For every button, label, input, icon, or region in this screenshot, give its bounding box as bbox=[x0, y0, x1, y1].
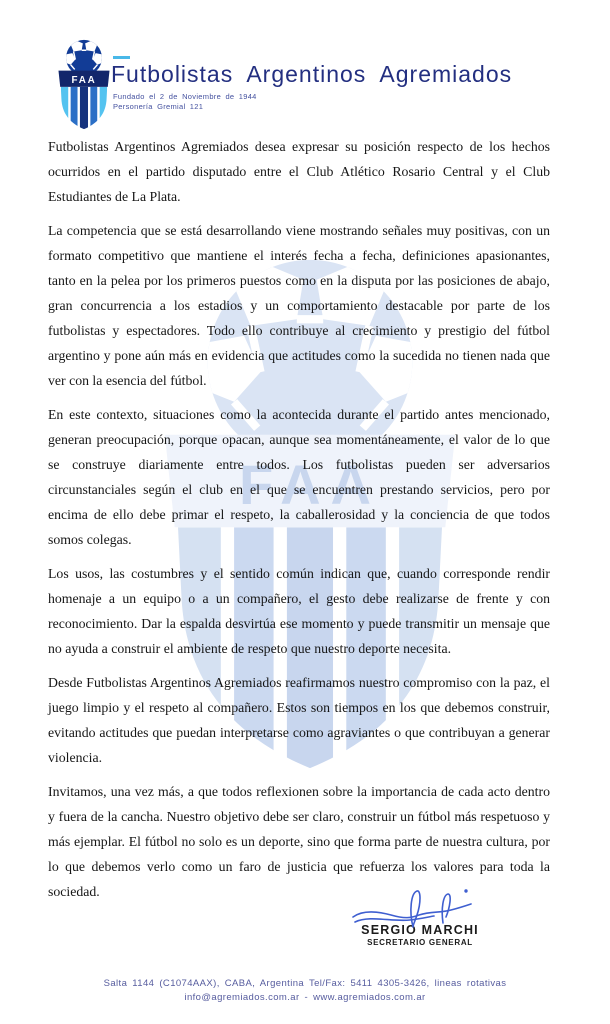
letter-footer bbox=[0, 977, 610, 1005]
watermark-faa-text: FAA bbox=[239, 453, 381, 517]
shield-stripes bbox=[61, 87, 107, 131]
handwritten-signature bbox=[350, 882, 478, 934]
signatory-name: SERGIO MARCHI bbox=[361, 923, 479, 937]
letter-body bbox=[48, 134, 550, 913]
registry-line: Personería Gremial 121 bbox=[113, 101, 204, 111]
title-accent-dash bbox=[113, 56, 130, 59]
letter-paragraph: La competencia que se está desarrollando viene mostrando señales muy positivas, con un formato competitivo que mantiene el interés fecha a fecha, definiciones apasionantes, tanto en la pelea por los primeros puestos como en la disputa por las posiciones de abajo, gran concurrencia a los estadios y un comportamiento destacable por parte de los futbolistas y espectadores. Todo ello contribuye al crecimiento y prestigio del fútbol argentino y pone aún más en evidencia que actitudes como la sucedida no tienen nada que ver con la esencia del fútbol. bbox=[48, 223, 550, 388]
org-subtitle bbox=[113, 92, 257, 111]
letter-paragraph: Invitamos, una vez más, a que todos reflexionen sobre la importancia de cada acto dentro y fuera de la cancha. Nuestro objetivo debe ser claro, construir un fútbol más respetuoso y más ejemplar. El fútbol no solo es un deporte, sino que forma parte de nuestra cultura, por lo que debemos verlo como un faro de justicia que refuerza los valores para toda la sociedad. bbox=[48, 784, 550, 899]
footer-contact: info@agremiados.com.ar - www.agremiados.com.ar bbox=[184, 992, 426, 1003]
letter-paragraph: Futbolistas Argentinos Agremiados desea expresar su posición respecto de los hechos ocurridos en el partido disputado entre el Club Atlético Rosario Central y el Club Estudiantes de La Plata. bbox=[48, 139, 550, 204]
faa-band bbox=[58, 71, 109, 87]
letter-paragraph: Los usos, las costumbres y el sentido común indican que, cuando corresponde rendir homenaje a un equipo o a un compañero, el gesto debe realizarse de frente y con reconocimiento. Dar la espalda desvirtúa ese momento y puede transmitir un mensaje que no ayuda a construir el ambiente de respeto que nuestro deporte necesita. bbox=[48, 566, 550, 656]
faa-band-text: FAA bbox=[71, 74, 97, 86]
footer-address: Salta 1144 (C1074AAX), CABA, Argentina Tel/Fax: 5411 4305-3426, lineas rotativas bbox=[103, 978, 507, 989]
org-title: Futbolistas Argentinos Agremiados bbox=[111, 61, 513, 87]
founded-line: Fundado el 2 de Noviembre de 1944 bbox=[113, 92, 257, 101]
letter-paragraph: Desde Futbolistas Argentinos Agremiados reafirmamos nuestro compromiso con la paz, el juego limpio y el respeto al compañero. Estos son tiempos en los que debemos construir, evitando actitudes que puedan interpretarse como agraviantes o que contribuyan a generar violencia. bbox=[48, 675, 550, 765]
soccer-ball-icon bbox=[65, 40, 103, 76]
signatory-title: SECRETARIO GENERAL bbox=[367, 938, 473, 947]
faa-crest-logo bbox=[55, 38, 113, 131]
letter-paragraph: En este contexto, situaciones como la acontecida durante el partido antes mencionado, generan preocupación, porque opacan, aunque sea momentáneamente, el valor de lo que se construye diariamente entre todos. Los futbolistas pueden ser adversarios circunstanciales según el club en el que se encuentren prestando servicios, pero por encima de ello debe primar el respeto, la caballerosidad y la conciencia de que todos somos colegas. bbox=[48, 407, 550, 547]
